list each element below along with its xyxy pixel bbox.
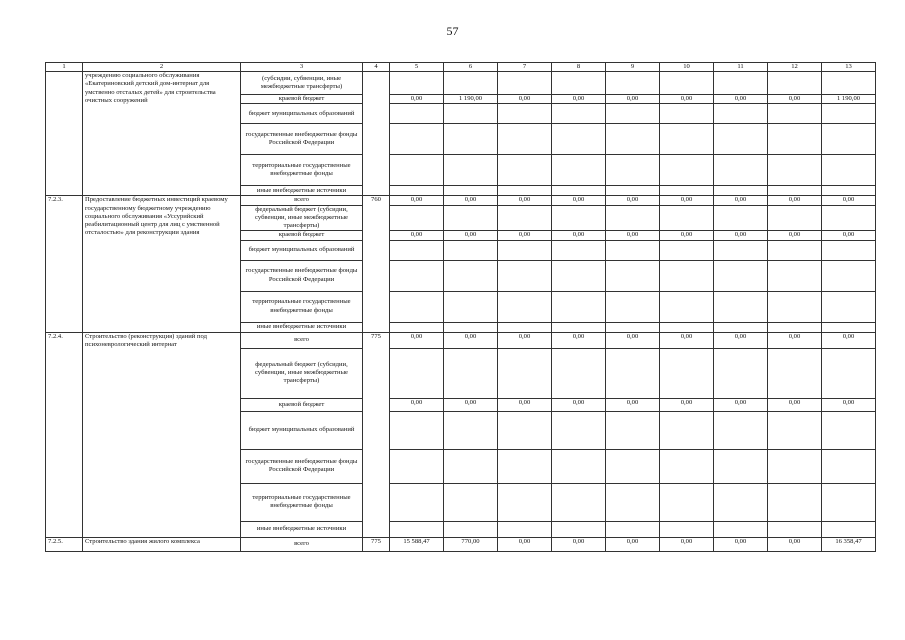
funding-source: краевой бюджет — [241, 231, 363, 240]
funding-source: бюджет муниципальных образований — [241, 411, 363, 449]
amount-cell — [390, 205, 444, 231]
table-row — [46, 196, 876, 205]
amount-cell — [552, 322, 606, 332]
amount-cell — [552, 72, 606, 95]
funding-source: краевой бюджет — [241, 398, 363, 411]
funding-source: бюджет муниципальных образований — [241, 240, 363, 260]
amount-cell: 0,00 — [552, 231, 606, 240]
amount-cell — [822, 124, 876, 155]
amount-cell — [606, 449, 660, 483]
item-code — [46, 72, 83, 196]
amount-cell: 15 588,47 — [390, 537, 444, 551]
funding-source: бюджет муниципальных образований — [241, 104, 363, 124]
item-code: 7.2.3. — [46, 196, 83, 332]
amount-cell — [444, 186, 498, 196]
amount-cell — [768, 124, 822, 155]
amount-cell: 0,00 — [606, 196, 660, 205]
amount-cell — [822, 411, 876, 449]
amount-cell — [822, 104, 876, 124]
amount-cell — [714, 411, 768, 449]
amount-cell: 0,00 — [444, 398, 498, 411]
amount-cell — [498, 124, 552, 155]
amount-cell: 0,00 — [552, 196, 606, 205]
amount-cell: 0,00 — [822, 332, 876, 348]
amount-cell — [714, 291, 768, 322]
amount-cell: 0,00 — [660, 95, 714, 104]
amount-cell — [768, 521, 822, 537]
column-header: 5 — [390, 63, 444, 72]
table-row — [46, 332, 876, 348]
amount-cell: 0,00 — [714, 398, 768, 411]
amount-cell: 0,00 — [552, 398, 606, 411]
amount-cell — [390, 291, 444, 322]
funding-source: иные внебюджетные источники — [241, 322, 363, 332]
amount-cell — [390, 322, 444, 332]
amount-cell: 0,00 — [822, 398, 876, 411]
amount-cell: 0,00 — [390, 95, 444, 104]
amount-cell — [768, 240, 822, 260]
amount-cell: 16 358,47 — [822, 537, 876, 551]
amount-cell — [606, 348, 660, 398]
amount-cell: 0,00 — [498, 537, 552, 551]
item-name: Строительство (реконструкция) зданий под психоневрологический интернат — [83, 332, 241, 537]
amount-cell — [552, 411, 606, 449]
amount-cell: 0,00 — [606, 398, 660, 411]
amount-cell — [606, 322, 660, 332]
amount-cell: 0,00 — [498, 196, 552, 205]
amount-cell — [552, 483, 606, 521]
funding-source: федеральный бюджет (субсидии, субвенции, иные межбюджетные трансферты) — [241, 348, 363, 398]
funding-source: территориальные государственные внебюджетные фонды — [241, 155, 363, 186]
amount-cell — [714, 449, 768, 483]
amount-cell — [444, 240, 498, 260]
column-header: 9 — [606, 63, 660, 72]
amount-cell: 0,00 — [606, 537, 660, 551]
amount-cell — [714, 483, 768, 521]
budget-code: 760 — [363, 196, 390, 332]
budget-code — [363, 72, 390, 196]
amount-cell: 1 190,00 — [444, 95, 498, 104]
amount-cell: 0,00 — [552, 95, 606, 104]
amount-cell — [444, 449, 498, 483]
amount-cell — [660, 521, 714, 537]
amount-cell — [660, 124, 714, 155]
amount-cell: 0,00 — [606, 95, 660, 104]
column-header: 8 — [552, 63, 606, 72]
amount-cell — [552, 124, 606, 155]
amount-cell — [390, 240, 444, 260]
amount-cell — [444, 348, 498, 398]
amount-cell: 0,00 — [714, 537, 768, 551]
amount-cell: 0,00 — [660, 332, 714, 348]
amount-cell — [390, 521, 444, 537]
amount-cell — [390, 186, 444, 196]
amount-cell: 0,00 — [390, 398, 444, 411]
amount-cell — [390, 155, 444, 186]
amount-cell: 0,00 — [444, 196, 498, 205]
amount-cell: 0,00 — [768, 398, 822, 411]
column-header: 3 — [241, 63, 363, 72]
amount-cell — [822, 260, 876, 291]
amount-cell: 0,00 — [660, 196, 714, 205]
amount-cell — [444, 205, 498, 231]
amount-cell — [444, 291, 498, 322]
amount-cell — [714, 124, 768, 155]
header-row — [46, 63, 876, 72]
amount-cell — [444, 104, 498, 124]
column-header: 10 — [660, 63, 714, 72]
amount-cell — [552, 104, 606, 124]
amount-cell — [714, 186, 768, 196]
amount-cell: 0,00 — [498, 231, 552, 240]
amount-cell — [606, 186, 660, 196]
amount-cell: 0,00 — [444, 332, 498, 348]
amount-cell — [822, 240, 876, 260]
amount-cell: 0,00 — [660, 537, 714, 551]
column-header: 11 — [714, 63, 768, 72]
amount-cell — [552, 260, 606, 291]
amount-cell — [822, 521, 876, 537]
funding-source: иные внебюджетные источники — [241, 521, 363, 537]
column-header: 7 — [498, 63, 552, 72]
amount-cell — [660, 72, 714, 95]
amount-cell — [552, 521, 606, 537]
amount-cell — [606, 483, 660, 521]
amount-cell — [444, 260, 498, 291]
table-body — [46, 72, 876, 551]
funding-source: территориальные государственные внебюджетные фонды — [241, 483, 363, 521]
amount-cell — [714, 240, 768, 260]
amount-cell — [660, 411, 714, 449]
amount-cell: 0,00 — [606, 332, 660, 348]
amount-cell — [606, 521, 660, 537]
amount-cell — [606, 291, 660, 322]
amount-cell — [606, 155, 660, 186]
amount-cell — [552, 155, 606, 186]
item-code: 7.2.5. — [46, 537, 83, 551]
amount-cell — [768, 155, 822, 186]
amount-cell: 0,00 — [714, 95, 768, 104]
amount-cell — [714, 348, 768, 398]
amount-cell — [768, 260, 822, 291]
amount-cell — [606, 205, 660, 231]
amount-cell — [498, 521, 552, 537]
amount-cell — [606, 104, 660, 124]
amount-cell — [444, 521, 498, 537]
amount-cell — [444, 124, 498, 155]
amount-cell — [606, 411, 660, 449]
amount-cell — [390, 104, 444, 124]
funding-source: федеральный бюджет (субсидии, субвенции, иные межбюджетные трансферты) — [241, 205, 363, 231]
budget-code: 775 — [363, 332, 390, 537]
funding-source: иные внебюджетные источники — [241, 186, 363, 196]
amount-cell — [498, 483, 552, 521]
amount-cell — [768, 104, 822, 124]
amount-cell — [498, 205, 552, 231]
item-name: Предоставление бюджетных инвестиций краевому государственному бюджетному учреждению социального обслуживания «Уссурийский реабилитационный центр для лиц с умственной отсталостью» для реконструкции здания — [83, 196, 241, 332]
funding-source: всего — [241, 332, 363, 348]
amount-cell: 0,00 — [822, 231, 876, 240]
amount-cell — [390, 124, 444, 155]
amount-cell — [660, 104, 714, 124]
amount-cell — [822, 322, 876, 332]
item-name: Строительство здания жилого комплекса — [83, 537, 241, 551]
funding-source: государственные внебюджетные фонды Российской Федерации — [241, 449, 363, 483]
amount-cell: 0,00 — [606, 231, 660, 240]
amount-cell: 0,00 — [660, 398, 714, 411]
amount-cell: 0,00 — [768, 537, 822, 551]
amount-cell — [768, 348, 822, 398]
amount-cell — [768, 205, 822, 231]
amount-cell — [714, 322, 768, 332]
funding-source: государственные внебюджетные фонды Российской Федерации — [241, 124, 363, 155]
amount-cell — [714, 205, 768, 231]
amount-cell — [822, 72, 876, 95]
amount-cell: 770,00 — [444, 537, 498, 551]
amount-cell: 0,00 — [822, 196, 876, 205]
amount-cell: 0,00 — [714, 231, 768, 240]
amount-cell — [498, 348, 552, 398]
amount-cell: 0,00 — [498, 398, 552, 411]
amount-cell — [498, 104, 552, 124]
funding-source: всего — [241, 196, 363, 205]
amount-cell — [822, 155, 876, 186]
page-number: 57 — [446, 24, 459, 38]
amount-cell: 0,00 — [660, 231, 714, 240]
amount-cell — [660, 449, 714, 483]
amount-cell — [498, 240, 552, 260]
amount-cell — [606, 260, 660, 291]
amount-cell — [660, 348, 714, 398]
amount-cell — [822, 483, 876, 521]
item-code: 7.2.4. — [46, 332, 83, 537]
amount-cell — [714, 104, 768, 124]
amount-cell: 0,00 — [768, 95, 822, 104]
amount-cell — [390, 411, 444, 449]
budget-code: 775 — [363, 537, 390, 551]
amount-cell — [822, 449, 876, 483]
amount-cell — [498, 72, 552, 95]
table-row — [46, 72, 876, 95]
amount-cell — [498, 186, 552, 196]
funding-source: (субсидии, субвенции, иные межбюджетные трансферты) — [241, 72, 363, 95]
funding-source: государственные внебюджетные фонды Российской Федерации — [241, 260, 363, 291]
amount-cell — [606, 240, 660, 260]
amount-cell — [390, 483, 444, 521]
amount-cell — [660, 240, 714, 260]
column-header: 1 — [46, 63, 83, 72]
amount-cell — [660, 205, 714, 231]
amount-cell — [714, 72, 768, 95]
table-row — [46, 537, 876, 551]
amount-cell: 0,00 — [390, 332, 444, 348]
amount-cell: 0,00 — [768, 231, 822, 240]
column-header: 2 — [83, 63, 241, 72]
amount-cell — [768, 291, 822, 322]
amount-cell — [660, 155, 714, 186]
amount-cell — [768, 322, 822, 332]
amount-cell — [714, 155, 768, 186]
funding-source: всего — [241, 537, 363, 551]
amount-cell — [660, 483, 714, 521]
amount-cell — [768, 411, 822, 449]
amount-cell — [768, 72, 822, 95]
amount-cell — [444, 322, 498, 332]
amount-cell — [498, 291, 552, 322]
amount-cell: 0,00 — [714, 332, 768, 348]
amount-cell — [444, 411, 498, 449]
amount-cell — [660, 260, 714, 291]
amount-cell: 0,00 — [498, 332, 552, 348]
amount-cell — [444, 483, 498, 521]
amount-cell: 0,00 — [390, 231, 444, 240]
funding-source: краевой бюджет — [241, 95, 363, 104]
amount-cell — [390, 348, 444, 398]
amount-cell — [390, 449, 444, 483]
amount-cell — [498, 449, 552, 483]
amount-cell: 1 190,00 — [822, 95, 876, 104]
amount-cell — [660, 186, 714, 196]
amount-cell — [606, 72, 660, 95]
amount-cell — [822, 205, 876, 231]
amount-cell: 0,00 — [768, 196, 822, 205]
amount-cell — [552, 348, 606, 398]
amount-cell: 0,00 — [552, 332, 606, 348]
amount-cell: 0,00 — [714, 196, 768, 205]
amount-cell — [768, 186, 822, 196]
amount-cell — [714, 521, 768, 537]
amount-cell — [714, 260, 768, 291]
amount-cell: 0,00 — [552, 537, 606, 551]
amount-cell — [552, 291, 606, 322]
amount-cell — [552, 186, 606, 196]
amount-cell — [498, 260, 552, 291]
amount-cell — [390, 260, 444, 291]
amount-cell — [444, 72, 498, 95]
amount-cell — [552, 240, 606, 260]
budget-table — [45, 62, 876, 552]
item-name: учреждению социального обслуживания «Екатериновский детский дом-интернат для умственно отсталых детей» для строительства очистных сооружений — [83, 72, 241, 196]
amount-cell: 0,00 — [444, 231, 498, 240]
amount-cell — [606, 124, 660, 155]
amount-cell — [768, 483, 822, 521]
column-header: 6 — [444, 63, 498, 72]
amount-cell: 0,00 — [498, 95, 552, 104]
amount-cell — [552, 449, 606, 483]
amount-cell — [498, 411, 552, 449]
amount-cell — [822, 291, 876, 322]
amount-cell — [822, 186, 876, 196]
amount-cell — [768, 449, 822, 483]
amount-cell — [498, 155, 552, 186]
amount-cell — [660, 322, 714, 332]
amount-cell — [660, 291, 714, 322]
amount-cell — [822, 348, 876, 398]
column-header: 13 — [822, 63, 876, 72]
column-header: 4 — [363, 63, 390, 72]
amount-cell: 0,00 — [768, 332, 822, 348]
amount-cell — [498, 322, 552, 332]
amount-cell: 0,00 — [390, 196, 444, 205]
column-header: 12 — [768, 63, 822, 72]
amount-cell — [552, 205, 606, 231]
amount-cell — [444, 155, 498, 186]
amount-cell — [390, 72, 444, 95]
funding-source: территориальные государственные внебюджетные фонды — [241, 291, 363, 322]
